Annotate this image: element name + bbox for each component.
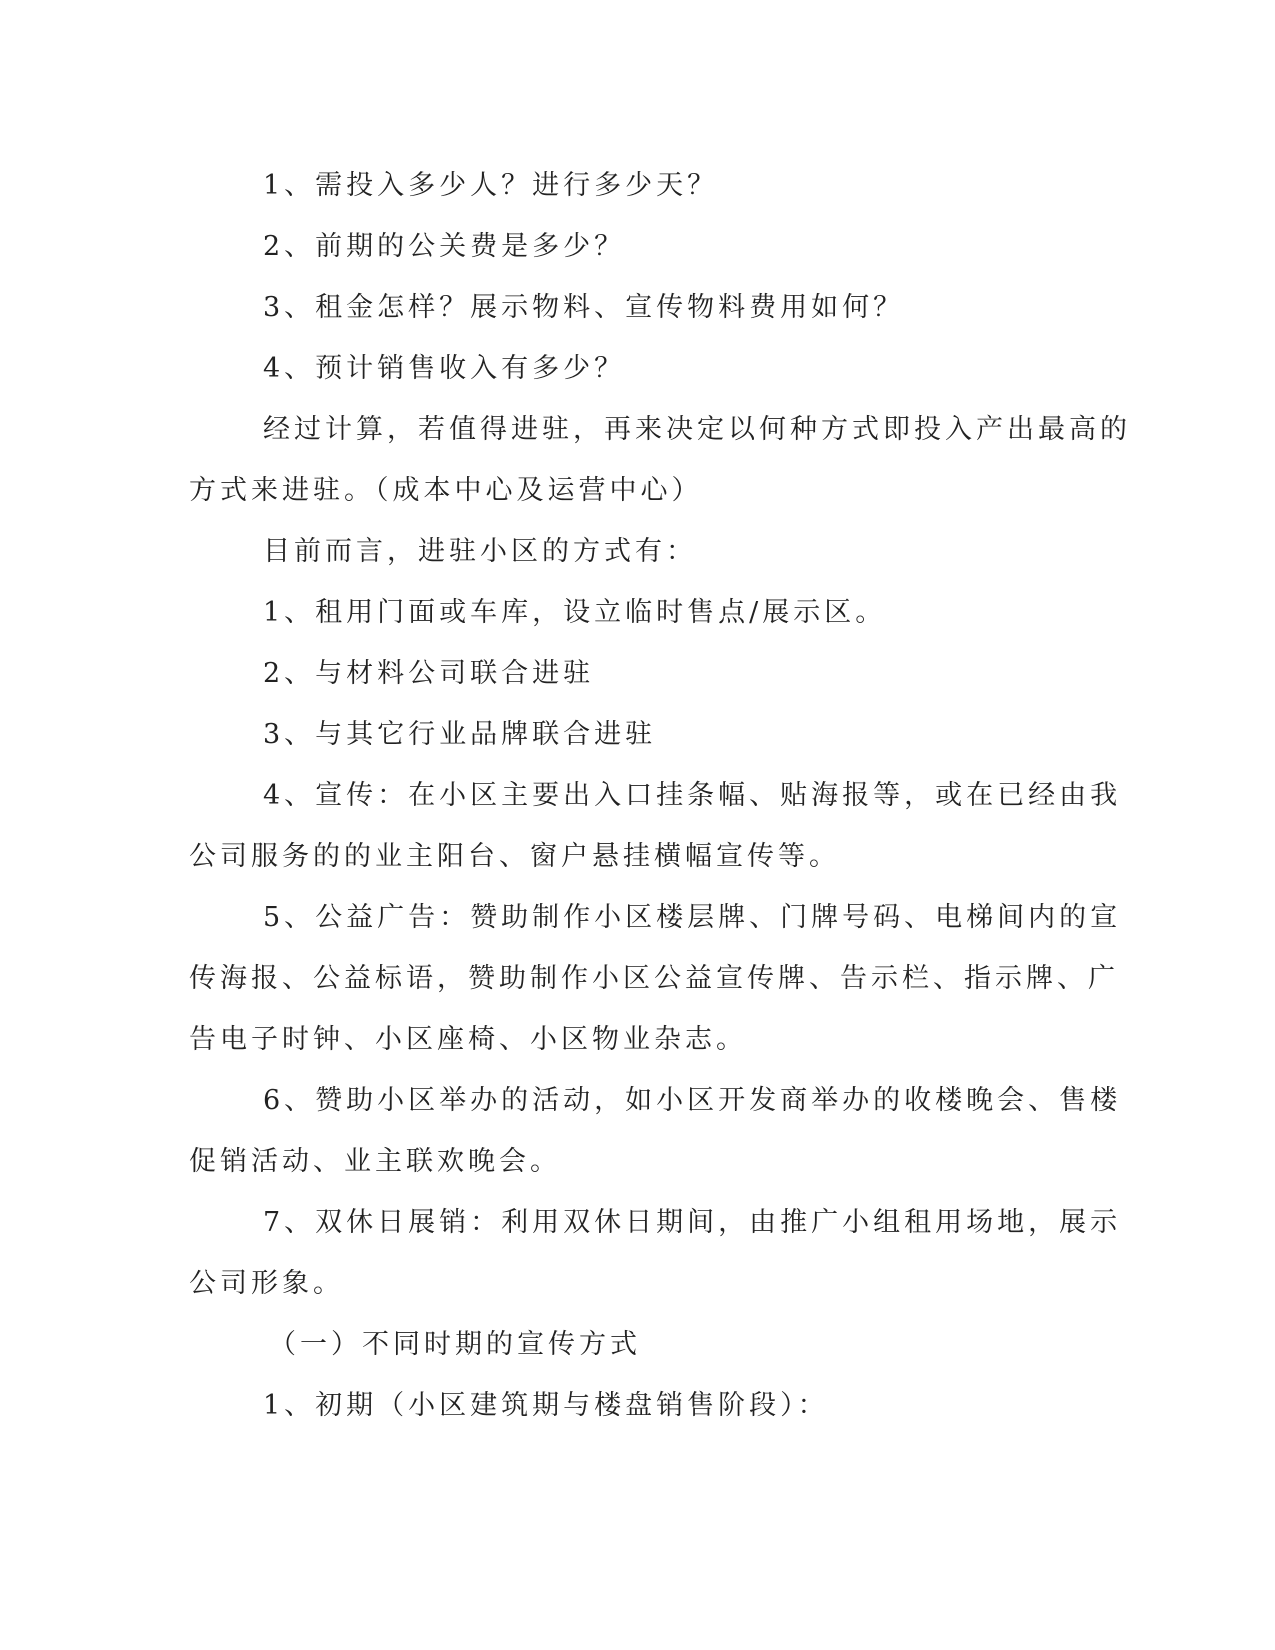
- paragraph-line: 传海报、公益标语，赞助制作小区公益宣传牌、告示栏、指示牌、广: [189, 963, 1119, 994]
- paragraph-line: 促销活动、业主联欢晚会。: [189, 1146, 561, 1177]
- paragraph-line: 2、前期的公关费是多少？: [263, 231, 626, 262]
- paragraph-line: 公司形象。: [189, 1268, 344, 1299]
- paragraph-line: 1、初期（小区建筑期与楼盘销售阶段）：: [263, 1390, 829, 1421]
- document-body: [189, 155, 1131, 1436]
- paragraph-line: 5、公益广告：赞助制作小区楼层牌、门牌号码、电梯间内的宣: [263, 902, 1122, 933]
- paragraph-line: 3、与其它行业品牌联合进驻: [263, 719, 657, 750]
- paragraph-line: 6、赞助小区举办的活动，如小区开发商举办的收楼晚会、售楼: [263, 1085, 1122, 1116]
- paragraph-line: 4、预计销售收入有多少？: [263, 353, 626, 384]
- section-heading: （一）不同时期的宣传方式: [269, 1329, 641, 1360]
- paragraph-line: 经过计算，若值得进驻，再来决定以何种方式即投入产出最高的: [263, 414, 1131, 445]
- paragraph-line: 1、租用门面或车库，设立临时售点/展示区。: [263, 597, 887, 628]
- paragraph-line: 2、与材料公司联合进驻: [263, 658, 595, 689]
- paragraph-line: 7、双休日展销：利用双休日期间，由推广小组租用场地，展示: [263, 1207, 1122, 1238]
- paragraph-line: 告电子时钟、小区座椅、小区物业杂志。: [189, 1024, 747, 1055]
- paragraph-line: 3、租金怎样？展示物料、宣传物料费用如何？: [263, 292, 905, 323]
- paragraph-line: 4、宣传：在小区主要出入口挂条幅、贴海报等，或在已经由我: [263, 780, 1122, 811]
- paragraph-line: 方式来进驻。（成本中心及运营中心）: [189, 475, 703, 506]
- paragraph-line: 1、需投入多少人？进行多少天？: [263, 170, 719, 201]
- paragraph-line: 目前而言，进驻小区的方式有：: [263, 536, 697, 567]
- paragraph-line: 公司服务的的业主阳台、窗户悬挂横幅宣传等。: [189, 841, 840, 872]
